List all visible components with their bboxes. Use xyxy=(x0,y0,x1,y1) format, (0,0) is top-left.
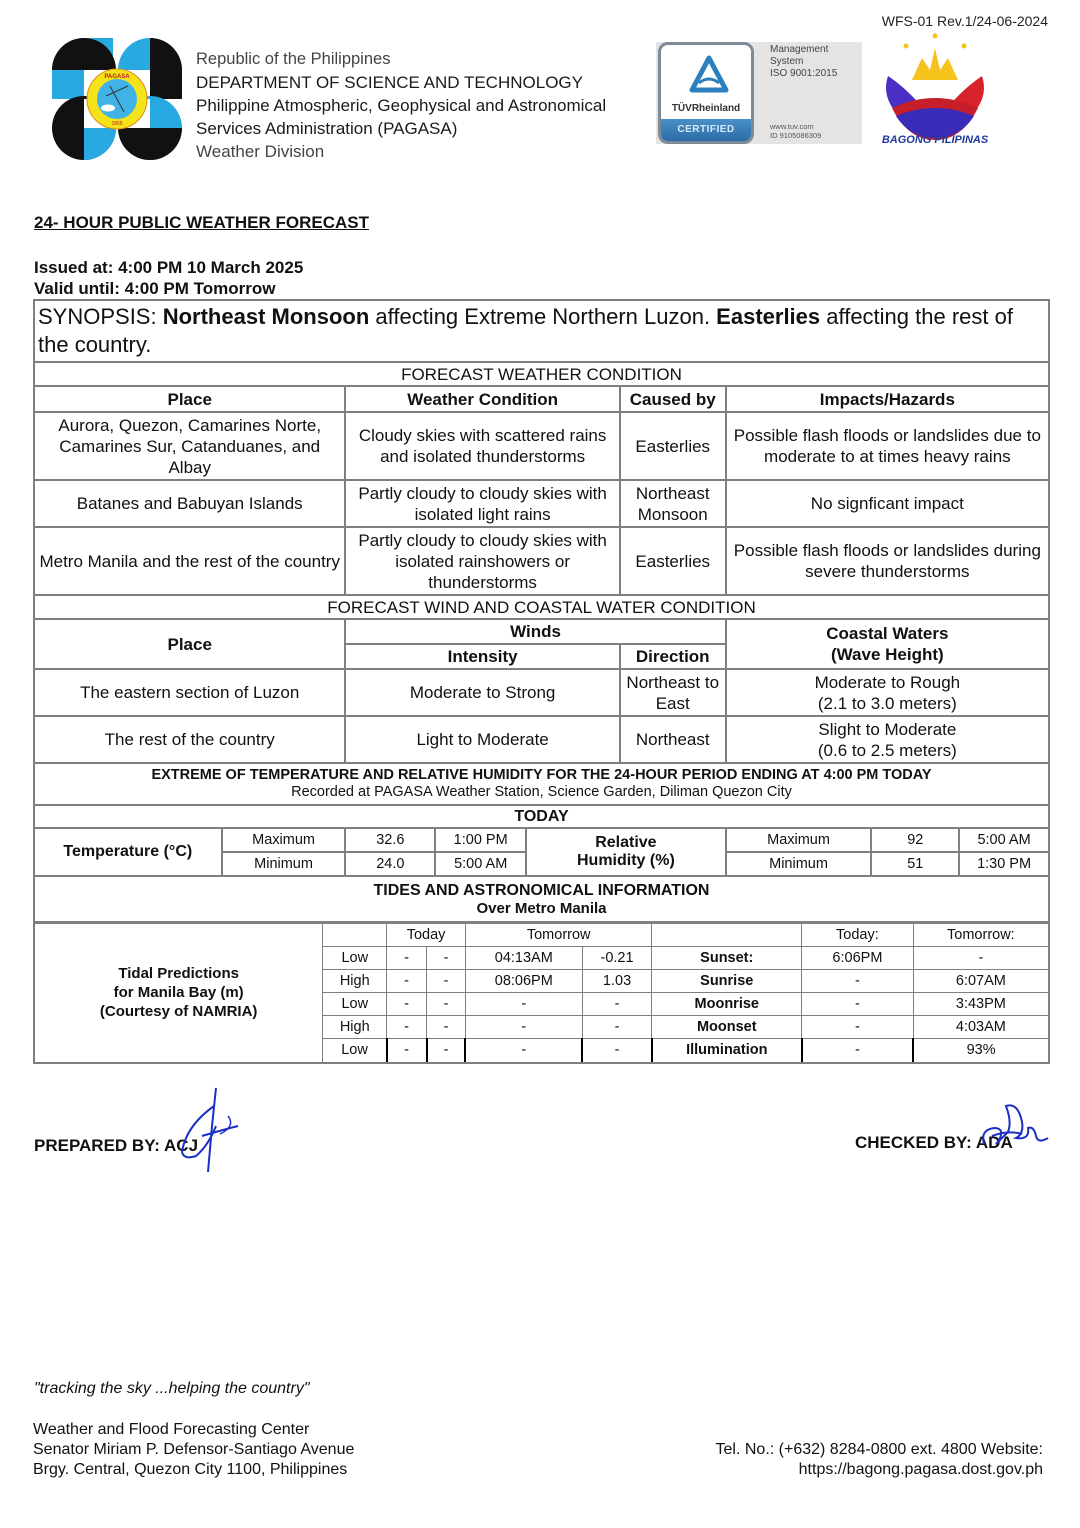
contact-phone: Tel. No.: (+632) 8284-0800 ext. 4800 Website: xyxy=(715,1441,1043,1458)
tide-tomorrow-time: - xyxy=(465,1039,582,1062)
astro-label: Sunrise xyxy=(652,970,802,993)
tide-tomorrow-time: 08:06PM xyxy=(465,970,582,993)
temp-max-time: 1:00 PM xyxy=(435,828,526,852)
table-row xyxy=(34,480,1049,527)
synopsis-row xyxy=(34,300,1049,362)
astro-tomorrow-header: Tomorrow: xyxy=(913,924,1048,947)
impacts-cell: No signficant impact xyxy=(726,480,1049,527)
agency-name xyxy=(196,48,606,163)
issue-info xyxy=(34,257,303,299)
document-title: 24- HOUR PUBLIC WEATHER FORECAST xyxy=(34,213,369,232)
bagong-pilipinas-logo-icon xyxy=(872,30,998,150)
footer-contact xyxy=(716,1440,1043,1480)
humidity-label-line-2: Humidity (%) xyxy=(577,852,675,869)
tide-type: Low xyxy=(323,947,387,970)
wave-height: (2.1 to 3.0 meters) xyxy=(817,693,957,713)
address-line: Weather and Flood Forecasting Center xyxy=(33,1421,310,1438)
table-row xyxy=(34,669,1049,716)
checked-by: CHECKED BY: ADA xyxy=(855,1133,1013,1152)
intensity-cell: Moderate to Strong xyxy=(345,669,619,716)
svg-text:1865: 1865 xyxy=(111,121,123,127)
tides-title-cell xyxy=(34,876,1049,922)
tuv-info-line: System xyxy=(770,56,804,67)
caused-by-cell: Easterlies xyxy=(620,527,726,595)
division-line: Weather Division xyxy=(196,142,325,161)
col-header-winds: Winds xyxy=(345,619,725,644)
blank-header xyxy=(323,924,387,947)
forecast-table xyxy=(33,299,1050,1064)
issued-at: Issued at: 4:00 PM 10 March 2025 xyxy=(34,258,304,277)
tide-type: Low xyxy=(323,993,387,1016)
tuv-info-line: ISO 9001:2015 xyxy=(770,68,838,79)
tide-tomorrow-height: - xyxy=(582,1039,652,1062)
col-header-impacts: Impacts/Hazards xyxy=(726,386,1049,412)
contact-website-link[interactable]: https://bagong.pagasa.dost.gov.ph xyxy=(798,1461,1043,1478)
astro-label: Moonrise xyxy=(652,993,802,1016)
address-line: Brgy. Central, Quezon City 1100, Philippines xyxy=(33,1461,348,1478)
tide-today-height: - xyxy=(427,1039,466,1062)
place-cell: Batanes and Babuyan Islands xyxy=(34,480,345,527)
synopsis-text-1: affecting Extreme Northern Luzon. xyxy=(369,304,717,329)
tuv-info xyxy=(770,44,837,80)
tides-cell xyxy=(34,922,1049,1063)
astro-label: Illumination xyxy=(652,1039,802,1062)
tidal-predictions-label xyxy=(35,924,323,1062)
tide-tomorrow-height: - xyxy=(582,1016,652,1039)
letterhead xyxy=(50,36,1050,166)
astro-today: - xyxy=(802,993,914,1016)
humidity-label xyxy=(526,828,726,876)
synopsis-label: SYNOPSIS: xyxy=(38,304,163,329)
temp-min-time: 5:00 AM xyxy=(435,852,526,876)
tide-type: High xyxy=(323,970,387,993)
condition-cell: Partly cloudy to cloudy skies with isolated light rains xyxy=(345,480,619,527)
tide-tomorrow-height: -0.21 xyxy=(582,947,652,970)
rh-min-label: Minimum xyxy=(726,852,872,876)
rh-max-time: 5:00 AM xyxy=(959,828,1049,852)
coastal-condition: Moderate to Rough xyxy=(814,672,961,692)
tide-today-height: - xyxy=(427,947,466,970)
tuv-brand: TÜVRheinland xyxy=(671,103,741,114)
tide-tomorrow-time: - xyxy=(465,1016,582,1039)
republic-line: Republic of the Philippines xyxy=(196,50,391,68)
impacts-cell: Possible flash floods or landslides during severe thunderstorms xyxy=(726,527,1049,595)
astro-tomorrow: 3:43PM xyxy=(913,993,1048,1016)
tuv-web: www.tuv.com xyxy=(770,122,814,131)
humidity-label-line-1: Relative xyxy=(595,834,657,851)
wind-header-row xyxy=(34,619,1049,644)
tuv-info-line: Management xyxy=(770,44,829,55)
tide-today-time: - xyxy=(387,993,427,1016)
table-row xyxy=(34,716,1049,763)
department-line: DEPARTMENT OF SCIENCE AND TECHNOLOGY xyxy=(196,73,583,92)
tide-type: Low xyxy=(323,1039,387,1062)
tide-tomorrow-header: Tomorrow xyxy=(465,924,652,947)
place-cell: Metro Manila and the rest of the country xyxy=(34,527,345,595)
weather-condition-title: FORECAST WEATHER CONDITION xyxy=(34,362,1049,386)
tides-header-row xyxy=(35,924,1048,947)
astro-today: - xyxy=(802,1039,914,1062)
blank-header xyxy=(652,924,802,947)
col-header-weather-condition: Weather Condition xyxy=(345,386,619,412)
tagline: "tracking the sky ...helping the country" xyxy=(34,1380,310,1397)
tidal-label-line: for Manila Bay (m) xyxy=(113,984,244,1002)
tides-subtitle: Over Metro Manila xyxy=(476,899,607,917)
astro-today-header: Today: xyxy=(802,924,914,947)
synopsis-system-2: Easterlies xyxy=(716,304,821,329)
synopsis-text-2: affecting the rest of the country. xyxy=(38,304,1013,357)
signature-checked-icon xyxy=(978,1100,1053,1150)
temperature-label: Temperature (°C) xyxy=(34,828,222,876)
tuv-id xyxy=(770,122,821,140)
tidal-label-line: (Courtesy of NAMRIA) xyxy=(99,1003,258,1021)
col-header-place: Place xyxy=(34,619,345,669)
tides-table xyxy=(35,923,1048,1062)
tide-today-time: - xyxy=(387,1016,427,1039)
dost-pagasa-logo-icon xyxy=(50,36,184,162)
tide-tomorrow-height: 1.03 xyxy=(582,970,652,993)
extremes-title-cell xyxy=(34,763,1049,805)
tide-tomorrow-height: - xyxy=(582,993,652,1016)
caused-by-cell: Easterlies xyxy=(620,412,726,480)
coastal-condition: Slight to Moderate xyxy=(818,719,957,739)
table-row xyxy=(34,527,1049,595)
address-line: Senator Miriam P. Defensor-Santiago Avenue xyxy=(33,1441,355,1458)
place-cell: The eastern section of Luzon xyxy=(34,669,345,716)
footer-address xyxy=(33,1420,354,1480)
synopsis-system-1: Northeast Monsoon xyxy=(162,304,370,329)
rh-max-label: Maximum xyxy=(726,828,872,852)
tide-today-time: - xyxy=(387,1039,427,1062)
tides-title: TIDES AND ASTRONOMICAL INFORMATION xyxy=(373,881,710,899)
tuv-triangle-icon xyxy=(689,55,729,95)
today-label: TODAY xyxy=(34,805,1049,828)
agency-line-2: Services Administration (PAGASA) xyxy=(196,119,458,138)
tide-type: High xyxy=(323,1016,387,1039)
signature-prepared-icon xyxy=(176,1086,246,1176)
extremes-subtitle: Recorded at PAGASA Weather Station, Science Garden, Diliman Quezon City xyxy=(291,784,792,800)
extremes-title-row xyxy=(34,763,1049,805)
tide-today-time: - xyxy=(387,947,427,970)
astro-tomorrow: 93% xyxy=(913,1039,1048,1062)
table-row xyxy=(34,412,1049,480)
direction-cell: Northeast to East xyxy=(620,669,726,716)
condition-cell: Cloudy skies with scattered rains and isolated thunderstorms xyxy=(345,412,619,480)
rh-max-value: 92 xyxy=(871,828,959,852)
direction-cell: Northeast xyxy=(620,716,726,763)
coastal-header-line-2: (Wave Height) xyxy=(830,645,944,664)
extremes-title: EXTREME OF TEMPERATURE AND RELATIVE HUMIDITY FOR THE 24-HOUR PERIOD ENDING AT 4:00 PM TODAY xyxy=(151,767,932,783)
extremes-max-row xyxy=(34,828,1049,852)
astro-tomorrow: 6:07AM xyxy=(913,970,1048,993)
col-header-place: Place xyxy=(34,386,345,412)
coastal-header-line-1: Coastal Waters xyxy=(826,624,949,643)
tide-today-height: - xyxy=(427,970,466,993)
astro-tomorrow: - xyxy=(913,947,1048,970)
rh-min-value: 51 xyxy=(871,852,959,876)
coastal-cell xyxy=(726,716,1049,763)
astro-today: - xyxy=(802,970,914,993)
tide-tomorrow-time: - xyxy=(465,993,582,1016)
col-header-caused-by: Caused by xyxy=(620,386,726,412)
tidal-label-line: Tidal Predictions xyxy=(118,965,239,983)
tides-row xyxy=(34,922,1049,1063)
astro-today: - xyxy=(802,1016,914,1039)
wave-height: (0.6 to 2.5 meters) xyxy=(817,740,957,760)
tide-tomorrow-time: 04:13AM xyxy=(465,947,582,970)
temp-min-label: Minimum xyxy=(222,852,346,876)
coastal-cell xyxy=(726,669,1049,716)
tides-title-row xyxy=(34,876,1049,922)
synopsis xyxy=(34,300,1049,362)
tuv-certification-badge xyxy=(656,42,862,144)
wind-coastal-title: FORECAST WIND AND COASTAL WATER CONDITION xyxy=(34,595,1049,619)
temp-max-value: 32.6 xyxy=(345,828,435,852)
col-header-intensity: Intensity xyxy=(345,644,619,669)
tuv-id-number: ID 9105086309 xyxy=(770,131,822,140)
rh-min-time: 1:30 PM xyxy=(959,852,1049,876)
place-cell: The rest of the country xyxy=(34,716,345,763)
svg-text:PAGASA: PAGASA xyxy=(104,74,130,80)
intensity-cell: Light to Moderate xyxy=(345,716,619,763)
condition-cell: Partly cloudy to cloudy skies with isolated rainshowers or thunderstorms xyxy=(345,527,619,595)
temp-min-value: 24.0 xyxy=(345,852,435,876)
tide-today-height: - xyxy=(427,1016,466,1039)
tide-today-time: - xyxy=(387,970,427,993)
impacts-cell: Possible flash floods or landslides due to moderate to at times heavy rains xyxy=(726,412,1049,480)
valid-until: Valid until: 4:00 PM Tomorrow xyxy=(34,279,276,298)
astro-tomorrow: 4:03AM xyxy=(913,1016,1048,1039)
caused-by-cell: Northeast Monsoon xyxy=(620,480,726,527)
col-header-direction: Direction xyxy=(620,644,726,669)
bagong-pilipinas-label: BAGONG PILIPINAS xyxy=(881,134,989,146)
astro-today: 6:06PM xyxy=(802,947,914,970)
place-cell: Aurora, Quezon, Camarines Norte, Camarines Sur, Catanduanes, and Albay xyxy=(34,412,345,480)
temp-max-label: Maximum xyxy=(222,828,346,852)
prepared-by: PREPARED BY: ACJ xyxy=(34,1136,199,1155)
col-header-coastal-waters xyxy=(726,619,1049,669)
tide-today-header: Today xyxy=(387,924,466,947)
tuv-certified: CERTIFIED xyxy=(661,119,751,141)
agency-line-1: Philippine Atmospheric, Geophysical and Astronomical xyxy=(196,96,607,115)
astro-label: Sunset: xyxy=(652,947,802,970)
weather-header-row xyxy=(34,386,1049,412)
astro-label: Moonset xyxy=(652,1016,802,1039)
tide-today-height: - xyxy=(427,993,466,1016)
form-code: WFS-01 Rev.1/24-06-2024 xyxy=(881,13,1048,29)
